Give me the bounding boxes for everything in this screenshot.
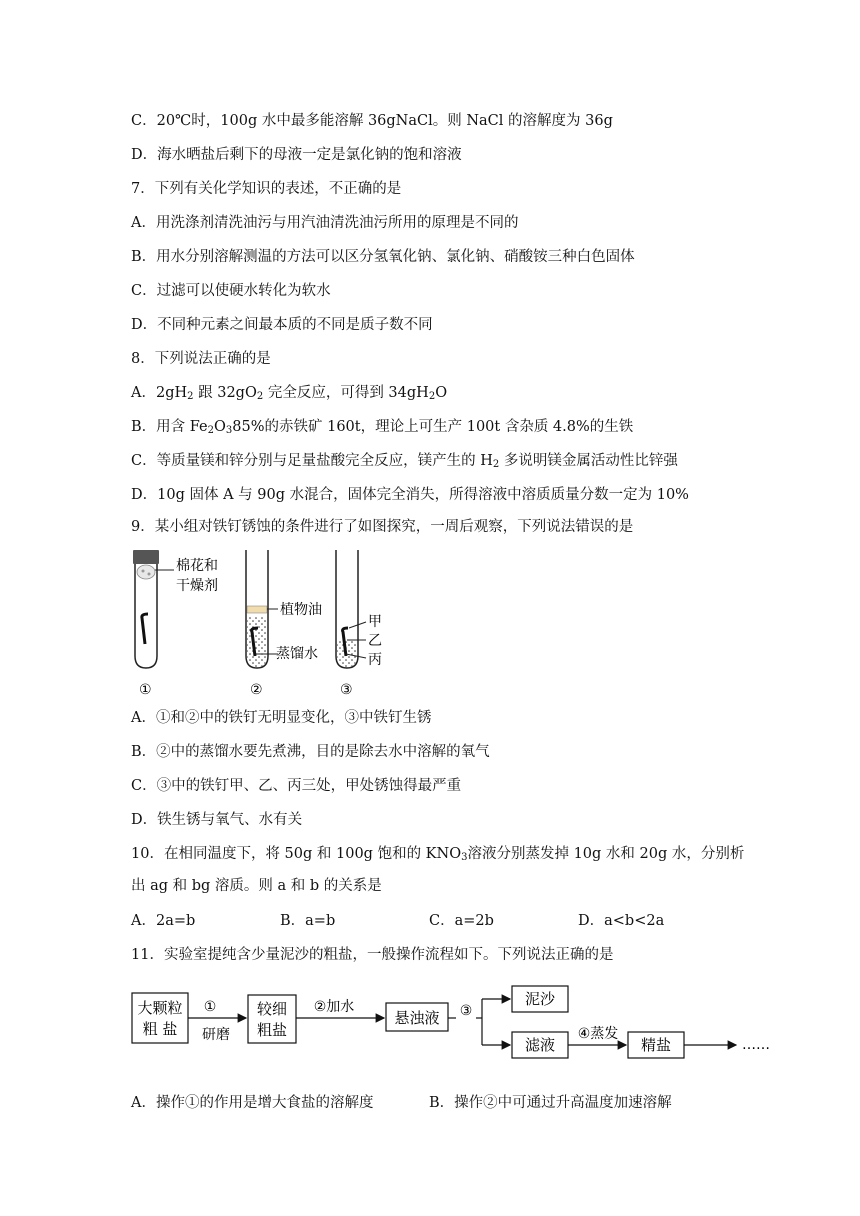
box-sediment-text: 泥沙 [524, 990, 556, 1008]
salt-purification-flowchart [130, 983, 780, 1063]
iron-nail-rust-figure [128, 544, 388, 704]
option-9a: A．①和②中的铁钉无明显变化，③中铁钉生锈 [131, 710, 432, 726]
option-10b: B．a=b [280, 913, 336, 929]
question-7: 7．下列有关化学知识的表述，不正确的是 [131, 181, 402, 197]
box-coarse-salt-line2: 粗 盐 [142, 1020, 178, 1038]
test-tube-1 [133, 550, 174, 668]
option-7d: D．不同种元素之间最本质的不同是质子数不同 [131, 317, 433, 333]
option-8b: B．用含 $Fe_2O_385\%$的赤铁矿 160t，理论上可生产 100t 含杂质 4.8%的生铁 [131, 419, 634, 436]
box-fine-salt-line1: 较细 [256, 1000, 288, 1018]
option-10a: A．2a=b [131, 913, 196, 929]
label-jia: 甲 [368, 614, 382, 630]
question-9: 9．某小组对铁钉锈蚀的条件进行了如图探究，一周后观察，下列说法错误的是 [131, 519, 634, 535]
label-desiccant: 干燥剂 [176, 578, 218, 594]
step-1-grind: 研磨 [202, 1027, 230, 1043]
option-9b: B．②中的蒸馏水要先煮沸，目的是除去水中溶解的氧气 [131, 744, 490, 760]
option-7c: C．过滤可以使硬水转化为软水 [131, 283, 331, 299]
step-4-evaporate: ④蒸发 [577, 1026, 619, 1042]
question-10-line1: 10．在相同温度下，将 50g 和 100g 饱和的 $KNO_3$溶液分别蒸发掉 10g 水和 20g 水，分别析 [131, 846, 745, 863]
box-refined-salt-text: 精盐 [640, 1036, 672, 1054]
label-bing: 丙 [368, 652, 382, 668]
option-11b: B．操作②中可通过升高温度加速溶解 [429, 1095, 672, 1111]
label-cotton: 棉花和 [176, 558, 218, 574]
box-fine-salt-line2: 粗盐 [256, 1021, 288, 1039]
label-yi: 乙 [368, 633, 382, 649]
option-6c: C．20℃时，100g 水中最多能溶解 36gNaCl。则 NaCl 的溶解度为 36g [131, 113, 613, 129]
option-9d: D．铁生锈与氧气、水有关 [131, 812, 303, 828]
test-tube-2 [246, 550, 278, 668]
flow-ellipsis: …… [742, 1037, 770, 1053]
option-7a: A．用洗涤剂清洗油污与用汽油清洗油污所用的原理是不同的 [131, 215, 519, 231]
option-8d: D．10g 固体 A 与 90g 水混合，固体完全消失，所得溶液中溶质质量分数一定为 10% [131, 487, 689, 503]
tube-number-3: ③ [340, 682, 353, 698]
tube-number-2: ② [250, 682, 263, 698]
option-10d: D．a<b<2a [578, 913, 665, 929]
step-1-label: ① [203, 999, 217, 1015]
option-6d: D．海水晒盐后剩下的母液一定是氯化钠的饱和溶液 [131, 147, 462, 163]
question-10-line2: 出 ag 和 bg 溶质。则 a 和 b 的关系是 [131, 878, 382, 894]
tube-number-1: ① [139, 682, 152, 698]
box-coarse-salt-line1: 大颗粒 [137, 999, 183, 1017]
step-2-add-water: ②加水 [313, 999, 355, 1015]
option-11a: A．操作①的作用是增大食盐的溶解度 [131, 1095, 374, 1111]
option-7b: B．用水分别溶解测温的方法可以区分氢氧化钠、氯化钠、硝酸铵三种白色固体 [131, 249, 635, 265]
label-distilled-water: 蒸馏水 [276, 646, 318, 662]
option-9c: C．③中的铁钉甲、乙、丙三处，甲处锈蚀得最严重 [131, 778, 462, 794]
step-3-label: ③ [459, 1003, 473, 1019]
option-10c: C．a=2b [429, 913, 494, 929]
option-8c: C．等质量镁和锌分别与足量盐酸完全反应，镁产生的 $H_2$ 多说明镁金属活动性比锌强 [131, 453, 678, 470]
box-suspension-text: 悬浊液 [394, 1009, 440, 1027]
question-8: 8．下列说法正确的是 [131, 351, 271, 367]
test-tube-3 [336, 550, 366, 668]
box-filtrate-text: 滤液 [524, 1036, 556, 1054]
question-11: 11．实验室提纯含少量泥沙的粗盐，一般操作流程如下。下列说法正确的是 [131, 947, 614, 963]
label-vegetable-oil: 植物油 [280, 602, 322, 618]
option-8a: A．$2gH_2$ 跟 $32gO_2$ 完全反应，可得到 $34gH_2O$ [131, 385, 448, 402]
